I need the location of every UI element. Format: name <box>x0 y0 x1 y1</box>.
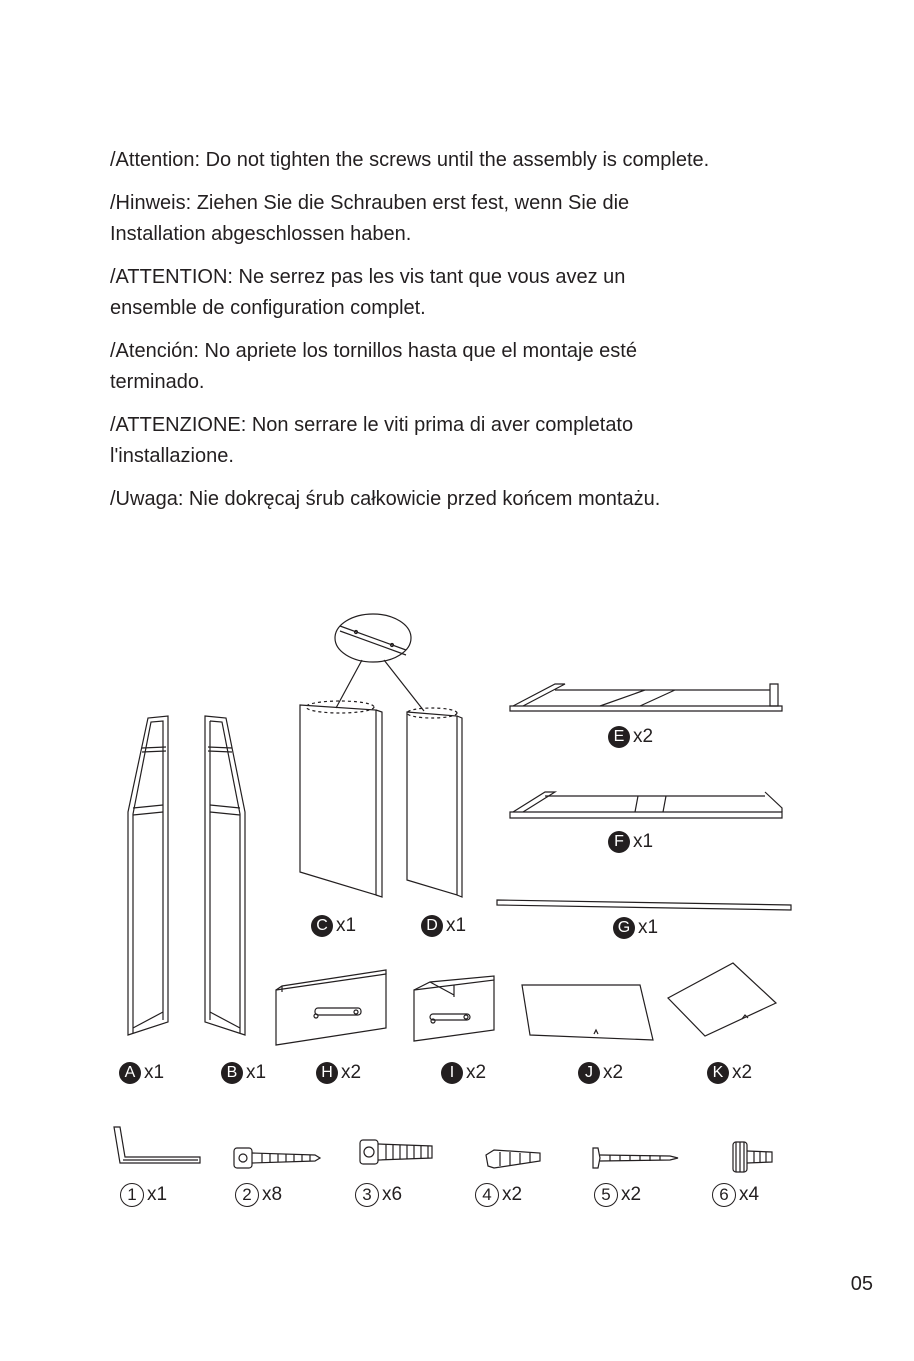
part-h-drawing <box>276 970 386 1045</box>
part-badge-h: H <box>316 1062 338 1084</box>
hardware-label-4 <box>475 1183 522 1207</box>
part-a-drawing <box>128 716 168 1035</box>
hardware-6-drawing <box>733 1142 772 1172</box>
part-label-f <box>608 831 653 853</box>
hardware-number-5: 5 <box>594 1183 618 1207</box>
hardware-number-4: 4 <box>475 1183 499 1207</box>
part-badge-f: F <box>608 831 630 853</box>
part-label-i <box>441 1062 486 1084</box>
part-label-d <box>421 915 466 937</box>
part-label-k <box>707 1062 752 1084</box>
hardware-qty-2: x8 <box>262 1184 283 1205</box>
part-b-drawing <box>205 716 245 1035</box>
part-label-c <box>311 915 356 937</box>
part-g-drawing <box>497 900 791 910</box>
notice-spanish: /Atención: No apriete los tornillos hasta que el montaje esté terminado. <box>110 340 637 393</box>
part-badge-c: C <box>311 915 333 937</box>
hardware-3-drawing <box>360 1140 432 1164</box>
part-badge-j: J <box>578 1062 600 1084</box>
part-qty-c: x1 <box>336 915 357 936</box>
part-qty-b: x1 <box>246 1062 267 1083</box>
part-f-drawing <box>510 792 782 818</box>
hardware-number-6: 6 <box>712 1183 736 1207</box>
part-label-e <box>608 726 653 748</box>
part-qty-g: x1 <box>638 917 659 938</box>
hardware-number-2: 2 <box>235 1183 259 1207</box>
part-qty-k: x2 <box>732 1062 753 1083</box>
part-j-drawing <box>522 985 653 1040</box>
hardware-label-3 <box>355 1183 402 1207</box>
notice-english: /Attention: Do not tighten the screws until the assembly is complete. <box>110 149 710 171</box>
hardware-qty-1: x1 <box>147 1184 168 1205</box>
part-badge-e: E <box>608 726 630 748</box>
notice-italian: /ATTENZIONE: Non serrare le viti prima di aver completato l'installazione. <box>110 414 634 467</box>
detail-callout <box>335 614 424 711</box>
part-qty-d: x1 <box>446 915 467 936</box>
part-qty-h: x2 <box>341 1062 362 1083</box>
part-label-j <box>578 1062 623 1084</box>
hardware-label-6 <box>712 1183 759 1207</box>
part-badge-a: A <box>119 1062 141 1084</box>
notice-polish: /Uwaga: Nie dokręcaj śrub całkowicie przed końcem montażu. <box>110 488 661 510</box>
part-badge-b: B <box>221 1062 243 1084</box>
hardware-qty-6: x4 <box>739 1184 760 1205</box>
hardware-1-drawing <box>114 1127 200 1163</box>
part-label-a <box>119 1062 164 1084</box>
hardware-4-drawing <box>486 1150 540 1168</box>
part-label-h <box>316 1062 361 1084</box>
part-badge-g: G <box>613 917 635 939</box>
part-badge-i: I <box>441 1062 463 1084</box>
hardware-2-drawing <box>234 1148 320 1168</box>
hardware-label-5 <box>594 1183 641 1207</box>
part-label-g <box>613 917 658 939</box>
part-qty-a: x1 <box>144 1062 165 1083</box>
hardware-label-1 <box>120 1183 167 1207</box>
hardware-qty-4: x2 <box>502 1184 523 1205</box>
part-qty-j: x2 <box>603 1062 624 1083</box>
hardware-label-2 <box>235 1183 282 1207</box>
part-qty-f: x1 <box>633 831 654 852</box>
hardware-number-3: 3 <box>355 1183 379 1207</box>
hardware-5-drawing <box>593 1148 678 1168</box>
part-label-b <box>221 1062 266 1084</box>
hardware-qty-3: x6 <box>382 1184 403 1205</box>
part-k-drawing <box>668 963 776 1036</box>
part-qty-e: x2 <box>633 726 654 747</box>
page-number: 05 <box>850 1273 873 1295</box>
part-badge-d: D <box>421 915 443 937</box>
part-e-drawing <box>510 684 782 711</box>
hardware-qty-5: x2 <box>621 1184 642 1205</box>
hardware-number-1: 1 <box>120 1183 144 1207</box>
notice-french: /ATTENTION: Ne serrez pas les vis tant que vous avez un ensemble de configuration complet. <box>110 266 626 319</box>
part-qty-i: x2 <box>466 1062 487 1083</box>
part-c-drawing <box>300 701 382 897</box>
part-i-drawing <box>414 976 494 1041</box>
notice-german: /Hinweis: Ziehen Sie die Schrauben erst fest, wenn Sie die Installation abgeschlossen haben. <box>110 192 630 245</box>
part-d-drawing <box>407 708 462 897</box>
part-badge-k: K <box>707 1062 729 1084</box>
